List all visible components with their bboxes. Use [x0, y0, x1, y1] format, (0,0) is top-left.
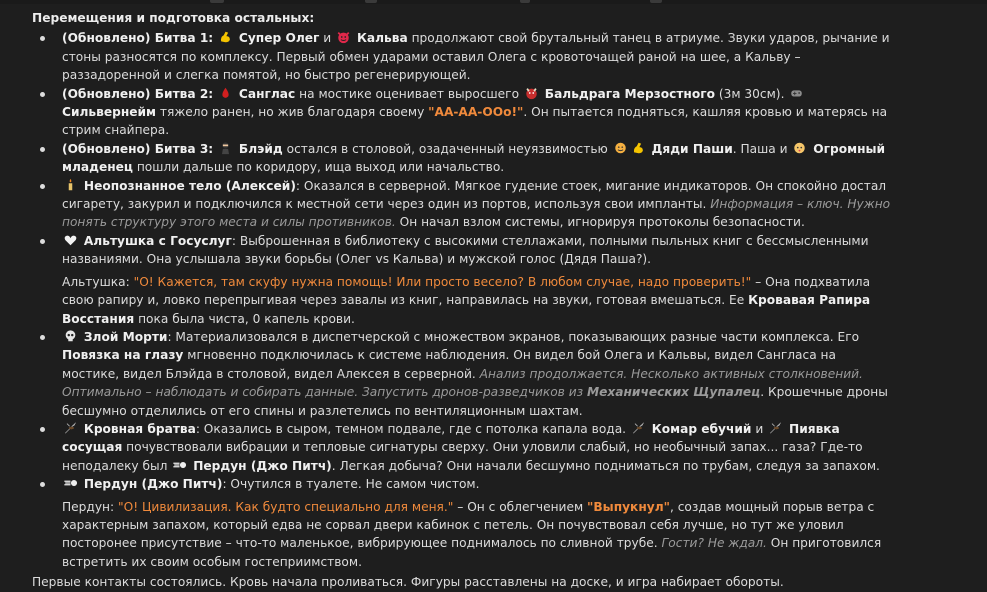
battle-3-text-3: пошли дальше по коридору, ища выход или начальство. [136, 160, 505, 175]
group-blood-brothers: Кровная братва [83, 421, 196, 436]
item-eye-patch: Повязка на глазу [62, 348, 184, 363]
character-altushka: Альтушка с Госуслуг [83, 233, 232, 248]
perdun-speaker: Пердун: [62, 499, 115, 514]
list-item-unknown-body [62, 177, 892, 232]
game-controller-icon [789, 86, 804, 100]
fighter-kalva: Кальва [356, 31, 408, 46]
character-perdun: Пердун (Джо Питч) [83, 477, 223, 492]
item-mech-tentacles: Механических Щупалец [587, 385, 761, 400]
baby-icon [792, 141, 807, 155]
perdun-quote-2: "Выпукнул" [587, 499, 670, 514]
fighter-silvername: Сильвернейм [62, 105, 157, 120]
mosquito-icon [63, 421, 78, 435]
character-leech: Пиявка сосущая [62, 421, 840, 455]
perdun-text-3: , создав мощный порыв ветра с характерным запахом, который едва не сорвал двери кабинок с петель. Он почувствовал себя лучше, но тут же уловил посторонее присутствие – что-то маленькое, вибрирующее поднималось по сливной трубе. [62, 499, 875, 551]
character-evil-morty: Злой Морти [83, 329, 168, 344]
altushka-text-2: – Она подхватила свою рапиру и, ловко перепрыгивая через завалы из книг, направилась на звуки, готовая вмешаться. Ее [62, 274, 871, 308]
list-item-battle-2 [62, 85, 892, 140]
flexed-arm-icon [631, 141, 646, 155]
aleksey-text-1: : Оказался в серверной. Мягкое гудение стоек, мигание индикаторов. Он спокойно достал сигарету, закурил и подключился к местной сети через один из портов, используя свои импланты. [62, 178, 887, 212]
closing-paragraph: Первые контакты состоялись. Кровь начала проливаться. Фигуры расставлены на доске, и игра набирает обороты. [32, 575, 784, 590]
character-mosquito: Комар ебучий [651, 421, 752, 436]
fighter-sanglas: Санглас [238, 86, 296, 101]
perdun-text-1: : Очутился в туалете. Не самом чистом. [222, 477, 480, 492]
perdun-thought: Гости? Не ждал. [661, 536, 767, 551]
ogre-icon [524, 86, 539, 100]
list-item-evil-morty [62, 328, 892, 420]
list-item-blood-brothers [62, 420, 892, 475]
battle-3-text-1: остался в столовой, озадаченный неуязвимостью [286, 141, 608, 156]
character-aleksey: Неопознанное тело (Алексей) [83, 178, 296, 193]
dash-wind-icon [63, 476, 78, 490]
brothers-text-3: . Легкая добыча? Они начали бесшумно подниматься по трубам, следуя за запахом. [331, 458, 880, 473]
morty-thought: Анализ продолжается. Несколько активных столкновений. Оптимально – наблюдать и собирать данные. Запустить дронов-разведчиков из [62, 366, 863, 400]
message-content [32, 9, 892, 592]
battle-2-text-3: . Он пытается подняться, кашляя кровью и матерясь на стрим снайпера. [62, 105, 888, 138]
fighter-dyadya-pasha: Дяди Паши [651, 141, 733, 156]
blood-drop-icon [218, 86, 233, 100]
fighter-giant-baby: Огромный младенец [62, 141, 886, 175]
man-face-icon [613, 141, 628, 155]
morty-text-1: : Материализовался в диспетчерской с множеством экранов, показывающих разные части комплекса. Его [167, 329, 860, 344]
top-strip [0, 0, 987, 4]
ninja-icon [218, 141, 233, 155]
battle-1-text: продолжают свой брутальный танец в атриуме. Звуки ударов, рычание и стоны разносятся по комплексу. Первый обмен ударами оставил Олега с кровоточащей раной на шее, а Кальву – раззадоренной и слегка помятой, но быстро регенерирующей. [62, 31, 890, 83]
battle-3-text-2: . Паша и [732, 141, 788, 156]
battle-2-text-1: на мостике оценивает выросшего [299, 86, 520, 101]
perdun-text-2: – Он с облегчением [457, 499, 584, 514]
fighter-blade: Блэйд [238, 141, 283, 156]
list-item-perdun [62, 475, 892, 571]
battle-3-tag: (Обновлено) Битва 3: [62, 141, 214, 156]
brothers-text-2: почувствовали вибрации и тепловые сигнатуры сверху. Они уловили слабый, но необычный запах... газа? Где-то неподалеку был [62, 440, 863, 473]
perdun-text-4: Он приготовился встретить их своим особым гостеприимством. [62, 536, 882, 569]
battle-2-height: (3м 30см). [718, 86, 785, 101]
perdun-quote: "О! Цивилизация. Как будто специально для меня." [118, 499, 454, 514]
battle-2-tag: (Обновлено) Битва 2: [62, 86, 214, 101]
mosquito-icon [631, 421, 646, 435]
fighter-baldrag: Бальдрага Мерзостного [544, 86, 715, 101]
list-item-altushka [62, 232, 892, 328]
character-list [32, 29, 892, 571]
conjunction: и [755, 421, 764, 436]
white-heart-icon [63, 233, 78, 247]
list-item-battle-1 [62, 29, 892, 84]
dash-wind-icon [172, 458, 187, 472]
battle-2-text-2: тяжело ранен, но жив благодаря своему [159, 105, 425, 120]
section-heading: Перемещения и подготовка остальных: [32, 11, 315, 25]
altushka-text-3: пока была чиста, 0 капель крови. [138, 311, 355, 326]
perdun-dialogue [62, 498, 892, 572]
conjunction: и [323, 31, 332, 46]
altushka-text-1: : Выброшенная в библиотеку с высокими стеллажами, полными пыльных книг с бессмысленными названиями. Она услышала звуки борьбы (Олег vs Кальва) и мужской голос (Дядя Паша?). [62, 233, 869, 267]
flexed-arm-icon [218, 30, 233, 44]
skull-icon [63, 329, 78, 343]
mosquito-icon [768, 421, 783, 435]
morty-text-3: . Крошечные дроны бесшумно отделились от его спины и разлетелись по вентиляционным шахтам. [62, 385, 888, 418]
aleksey-text-2: Он начал взлом системы, игнорируя протоколы безопасности. [399, 215, 805, 230]
candle-icon [63, 178, 78, 192]
morty-text-2: мгновенно подключилась к системе наблюдения. Он видел бой Олега и Кальвы, видел Сангласа на мостике, видел Блэйда в столовой, видел Алексея в серверной. [62, 348, 836, 381]
item-blood-rapier: Кровавая Рапира Восстания [62, 293, 871, 326]
battle-1-tag: (Обновлено) Битва 1: [62, 31, 214, 46]
altushka-dialogue [62, 273, 892, 328]
brothers-text-1: : Оказались в сыром, темном подвале, где с потолка капала вода. [195, 421, 627, 436]
fighter-super-oleg: Супер Олег [238, 31, 320, 46]
list-item-battle-3 [62, 140, 892, 177]
aleksey-thought: Информация – ключ. Нужно понять структуру этого места и силы противников. [62, 197, 891, 230]
altushka-quote: "О! Кажется, там скуфу нужна помощь! Или просто весело? В любом случае, надо проверить!" [133, 274, 752, 289]
battle-2-quote: "АА-АА-ООо!" [428, 105, 524, 120]
altushka-speaker: Альтушка: [62, 274, 130, 289]
devil-face-icon [336, 30, 351, 44]
character-perdun-ref: Пердун (Джо Питч) [193, 458, 332, 473]
